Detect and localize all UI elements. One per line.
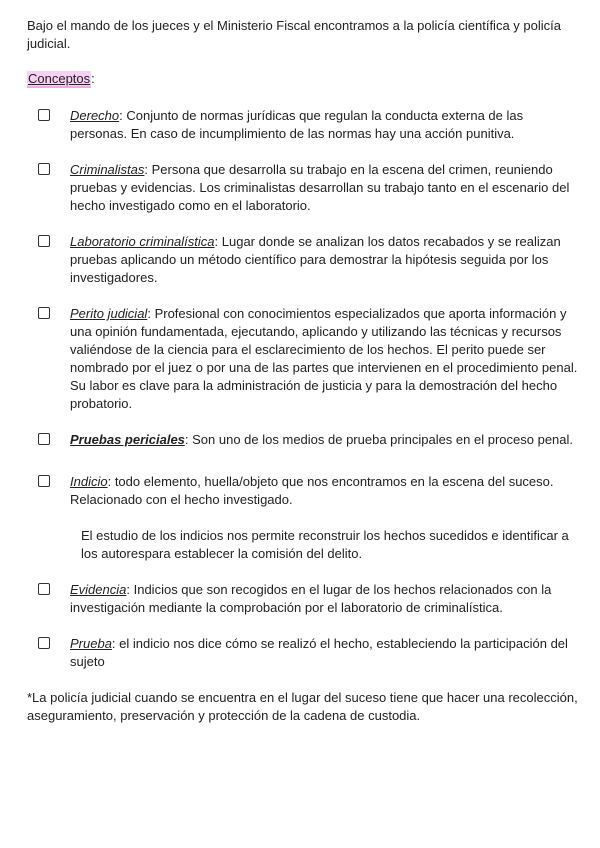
concept-item-perito <box>38 305 578 413</box>
checkbox-laboratorio[interactable] <box>38 235 50 247</box>
concept-definition: Lugar donde se analizan los datos recabados y se realizan pruebas aplicando un método científico para demostrar la hipótesis seguida por los investigadores. <box>70 234 561 285</box>
concept-term: Evidencia <box>70 582 127 597</box>
heading-text: Conceptos <box>28 71 91 86</box>
concept-text <box>70 635 578 671</box>
checkbox-evidencia[interactable] <box>38 583 50 595</box>
concept-sep: : <box>119 108 127 123</box>
indicio-note: El estudio de los indicios nos permite reconstruir los hechos sucedidos e identificar a los autorespara establecer la comisión del delito. <box>81 528 569 561</box>
concept-definition: todo elemento, huella/objeto que nos encontramos en la escena del suceso. Relacionado con el hecho investigado. <box>70 474 554 507</box>
concept-item-criminalistas <box>38 161 578 215</box>
concept-item-derecho <box>38 107 578 143</box>
checkbox-pruebas-periciales[interactable] <box>38 433 50 445</box>
heading-colon: : <box>91 71 95 86</box>
concept-text <box>70 473 578 509</box>
concept-text <box>70 305 578 413</box>
concept-sep: : <box>144 162 152 177</box>
intro-paragraph: Bajo el mando de los jueces y el Ministerio Fiscal encontramos a la policía científica y policía judicial. <box>27 18 561 51</box>
concept-term: Derecho <box>70 108 120 123</box>
concept-item-laboratorio <box>38 233 578 287</box>
concept-sep: : <box>107 474 115 489</box>
concept-definition: Conjunto de normas jurídicas que regulan la conducta externa de las personas. En caso de incumplimiento de las normas hay una acción punitiva. <box>70 108 524 141</box>
footnote: *La policía judicial cuando se encuentra en el lugar del suceso tiene que hacer una recolección, aseguramiento, preservación y protección de la cadena de custodia. <box>27 690 578 723</box>
concept-item-pruebas-periciales <box>38 431 578 449</box>
concept-term: Criminalistas <box>70 162 145 177</box>
concept-term: Perito judicial <box>70 306 148 321</box>
concept-definition: Profesional con conocimientos especializados que aporta información y una opinión fundamentada, ejecutando, aplicando y utilizando las técnicas y recursos valiéndose de la ciencia para el esclarecimiento de los hechos. El perito puede ser nombrado por el juez o por una de las partes que intervienen en el procedimiento penal. Su labor es clave para la administración de justicia y para la demostración del hecho probatorio. <box>70 306 578 411</box>
concept-sep: : <box>147 306 155 321</box>
checkbox-criminalistas[interactable] <box>38 163 50 175</box>
concept-text <box>70 161 578 215</box>
concept-text <box>70 431 578 449</box>
checkbox-derecho[interactable] <box>38 109 50 121</box>
concept-sep: : <box>214 234 222 249</box>
checkbox-prueba[interactable] <box>38 637 50 649</box>
concept-text <box>70 233 578 287</box>
concept-term: Laboratorio criminalística <box>70 234 215 249</box>
concept-text <box>70 581 578 617</box>
concept-term: Pruebas periciales <box>70 432 185 447</box>
checkbox-indicio[interactable] <box>38 475 50 487</box>
section-heading <box>27 70 95 88</box>
concept-sep: : <box>111 636 120 651</box>
concept-item-prueba <box>38 635 578 671</box>
concept-definition: el indicio nos dice cómo se realizó el hecho, estableciendo la participación del sujeto <box>70 636 568 669</box>
checkbox-perito[interactable] <box>38 307 50 319</box>
concept-term: Indicio <box>70 474 108 489</box>
concept-term: Prueba <box>70 636 112 651</box>
concept-sep: : <box>126 582 134 597</box>
concept-text <box>70 107 578 143</box>
concept-definition: Persona que desarrolla su trabajo en la escena del crimen, reuniendo pruebas y evidencias. Los criminalistas desarrollan su trabajo tanto en el escenario del hecho investigado como en el laboratorio. <box>70 162 570 213</box>
concept-sep: : <box>184 432 193 447</box>
concept-item-evidencia <box>38 581 578 617</box>
concept-item-indicio <box>38 473 578 509</box>
concept-definition: Indicios que son recogidos en el lugar de los hechos relacionados con la investigación mediante la comprobación por el laboratorio de criminalística. <box>70 582 552 615</box>
concept-definition: Son uno de los medios de prueba principales en el proceso penal. <box>192 432 574 447</box>
